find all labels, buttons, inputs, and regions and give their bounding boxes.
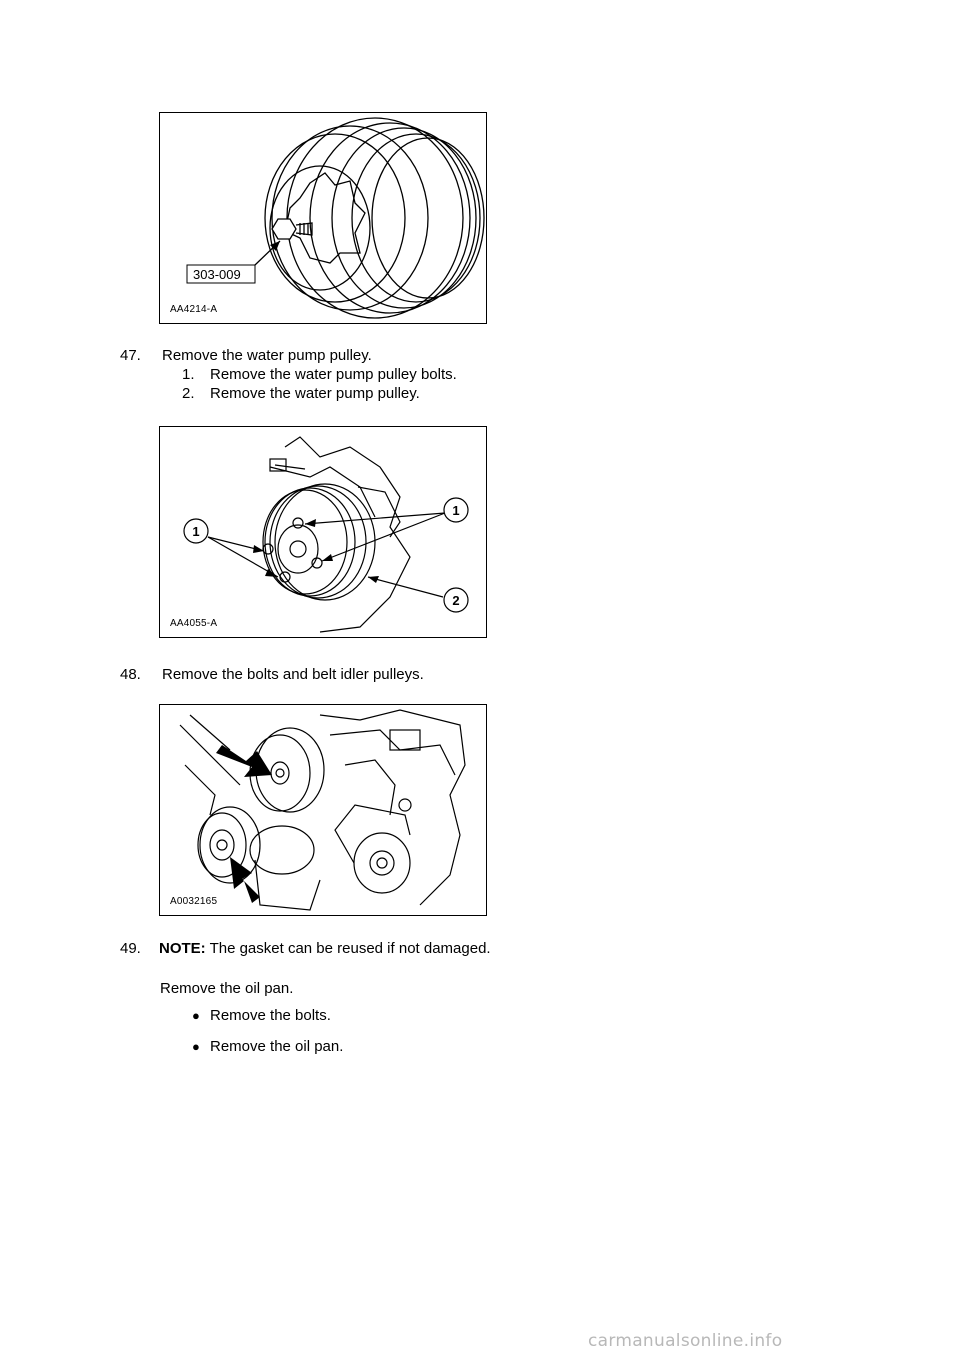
substep-text: Remove the water pump pulley. — [210, 385, 420, 402]
step-text: Remove the water pump pulley. — [162, 347, 372, 364]
note-text: The gasket can be reused if not damaged. — [205, 940, 491, 957]
bullet-text: Remove the bolts. — [210, 1007, 331, 1024]
step-number: 47. — [120, 347, 141, 364]
substep-number: 2. — [182, 385, 195, 402]
tool-callout-label: 303-009 — [193, 267, 241, 282]
bullet-icon: ● — [192, 1039, 200, 1054]
step-number: 49. — [120, 940, 141, 957]
figure-id-label: AA4214-A — [170, 304, 218, 315]
figure-idler-pulleys — [159, 704, 487, 916]
callout-number: 1 — [192, 524, 200, 539]
callout-number: 2 — [452, 593, 460, 608]
figure-water-pump-pulley — [159, 426, 487, 638]
figure-pulley-tool — [159, 112, 487, 324]
substep-text: Remove the water pump pulley bolts. — [210, 366, 457, 383]
step-text: Remove the bolts and belt idler pulleys. — [162, 666, 424, 683]
substep-number: 1. — [182, 366, 195, 383]
step-text: Remove the oil pan. — [160, 980, 294, 997]
watermark: carmanualsonline.info — [588, 1331, 783, 1351]
note — [159, 940, 491, 958]
callout-number: 1 — [452, 503, 460, 518]
note-label: NOTE: — [159, 940, 206, 957]
bullet-icon: ● — [192, 1008, 200, 1023]
idler-pulleys-illustration — [160, 705, 487, 916]
figure-id-label: AA4055-A — [170, 618, 218, 629]
bullet-text: Remove the oil pan. — [210, 1038, 344, 1055]
step-number: 48. — [120, 666, 141, 683]
figure-id-label: A0032165 — [170, 896, 218, 907]
water-pump-illustration — [160, 427, 487, 638]
pulley-tool-illustration — [160, 113, 487, 324]
